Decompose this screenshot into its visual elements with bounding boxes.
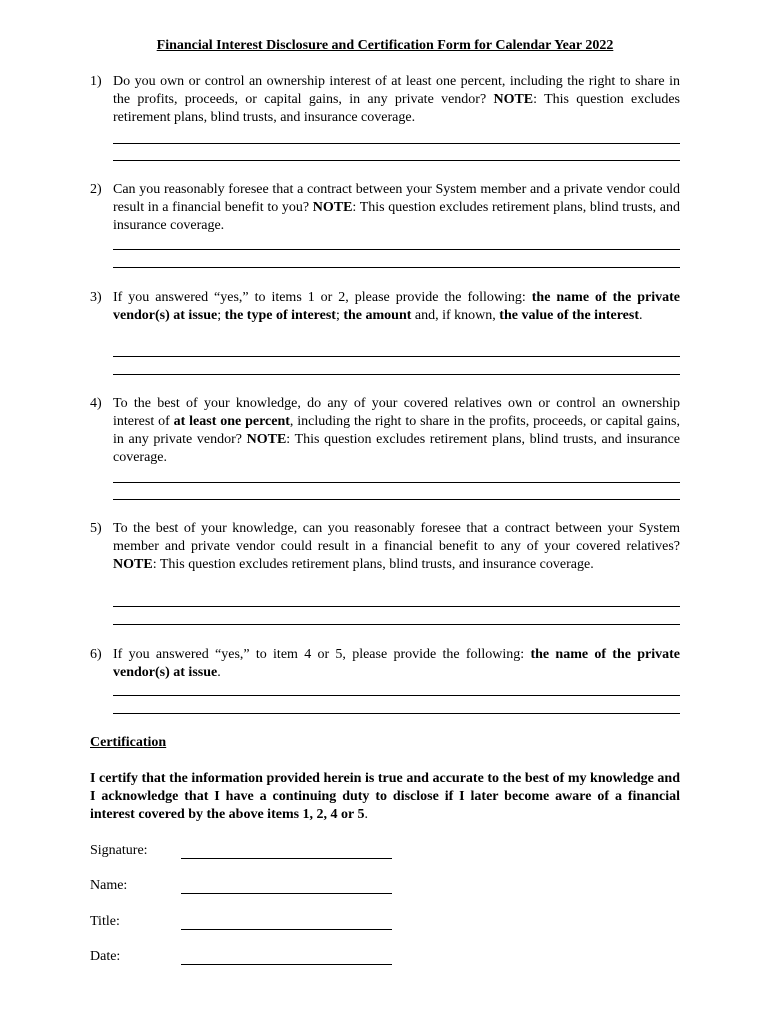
question-number: 1)	[90, 74, 102, 89]
question-number: 5)	[90, 521, 102, 536]
answer-line[interactable]	[113, 499, 680, 500]
question-text-part: ;	[217, 308, 225, 323]
question-text	[113, 520, 680, 574]
question-text-bold: NOTE	[113, 557, 153, 572]
question-text-part: , including the right to share in the profits, proceeds, or capital gains, in any private vendor?	[113, 414, 680, 447]
question-text-part: To the best of your knowledge, can you reasonably foresee that a contract between your System member and private vendor could result in a financial benefit to any of your covered relatives?	[113, 521, 680, 554]
question-text-part: Do you own or control an ownership interest of at least one percent, including the right to share in the profits, proceeds, or capital gains, in any private vendor?	[113, 74, 680, 107]
title-line[interactable]	[181, 929, 392, 930]
question-text-bold: NOTE	[493, 92, 534, 107]
question-number: 6)	[90, 647, 102, 662]
answer-line[interactable]	[113, 606, 680, 607]
certification-heading: Certification	[90, 735, 167, 750]
answer-line[interactable]	[113, 624, 680, 625]
answer-line[interactable]	[113, 249, 680, 250]
question-text-part: To the best of your knowledge, do any of your covered relatives own or control an ownership interest of	[113, 396, 680, 429]
answer-line[interactable]	[113, 713, 680, 714]
signature-line[interactable]	[181, 858, 392, 859]
name-line[interactable]	[181, 893, 392, 894]
question-number: 2)	[90, 182, 102, 197]
question-2	[90, 181, 680, 235]
name-label: Name:	[90, 878, 128, 893]
question-text-part: : This question excludes retirement plans, blind trusts, and insurance coverage.	[113, 200, 681, 233]
answer-line[interactable]	[113, 482, 680, 483]
question-text-bold: at least one percent	[173, 414, 290, 429]
question-4	[90, 395, 680, 467]
question-3	[90, 289, 680, 325]
date-line[interactable]	[181, 964, 392, 965]
question-text-bold: NOTE	[246, 432, 287, 447]
question-1	[90, 73, 680, 127]
question-6	[90, 646, 680, 682]
question-number: 4)	[90, 396, 102, 411]
question-text-bold: the name of the private vendor(s) at issue	[113, 290, 680, 323]
question-text-part: : This question excludes retirement plans, blind trusts, and insurance coverage.	[113, 92, 680, 125]
question-text	[113, 646, 680, 682]
answer-line[interactable]	[113, 374, 680, 375]
question-text-bold: the name of the private vendor(s) at issue	[113, 647, 681, 680]
question-text-part: : This question excludes retirement plans, blind trusts, and insurance coverage.	[152, 557, 594, 572]
answer-line[interactable]	[113, 356, 680, 357]
date-label: Date:	[90, 949, 121, 964]
question-text-part: : This question excludes retirement plans, blind trusts, and insurance coverage.	[113, 432, 681, 465]
question-text-part: .	[639, 308, 643, 323]
question-text-part: Can you reasonably foresee that a contract between your System member and a private vendor could result in a financial benefit to you?	[113, 182, 680, 215]
question-text-part: ;	[335, 308, 344, 323]
certification-period: .	[364, 807, 369, 822]
question-text-bold: the type of interest	[224, 308, 336, 323]
question-text-part: .	[217, 665, 221, 680]
question-number: 3)	[90, 290, 102, 305]
question-text	[113, 181, 680, 235]
answer-line[interactable]	[113, 267, 680, 268]
question-text-part: and, if known,	[411, 308, 500, 323]
question-5	[90, 520, 680, 574]
title-label: Title:	[90, 914, 120, 929]
answer-line[interactable]	[113, 160, 680, 161]
question-text-bold: the amount	[343, 308, 412, 323]
question-text-bold: NOTE	[312, 200, 353, 215]
question-text-bold: the value of the interest	[499, 308, 640, 323]
certification-text: I certify that the information provided herein is true and accurate to the best of my knowledge and I acknowledge that I have a continuing duty to disclose if I later become aware of a financial interest covered by the above items 1, 2, 4 or 5	[90, 771, 680, 822]
answer-line[interactable]	[113, 695, 680, 696]
signature-label: Signature:	[90, 843, 148, 858]
form-title: Financial Interest Disclosure and Certification Form for Calendar Year 2022	[156, 38, 614, 53]
question-text-part: If you answered “yes,” to item 4 or 5, please provide the following:	[113, 647, 531, 662]
question-text-part: If you answered “yes,” to items 1 or 2, please provide the following:	[113, 290, 532, 305]
certification-statement	[90, 770, 680, 824]
question-text	[113, 289, 680, 325]
question-text	[113, 73, 680, 127]
question-text	[113, 395, 680, 467]
answer-line[interactable]	[113, 143, 680, 144]
